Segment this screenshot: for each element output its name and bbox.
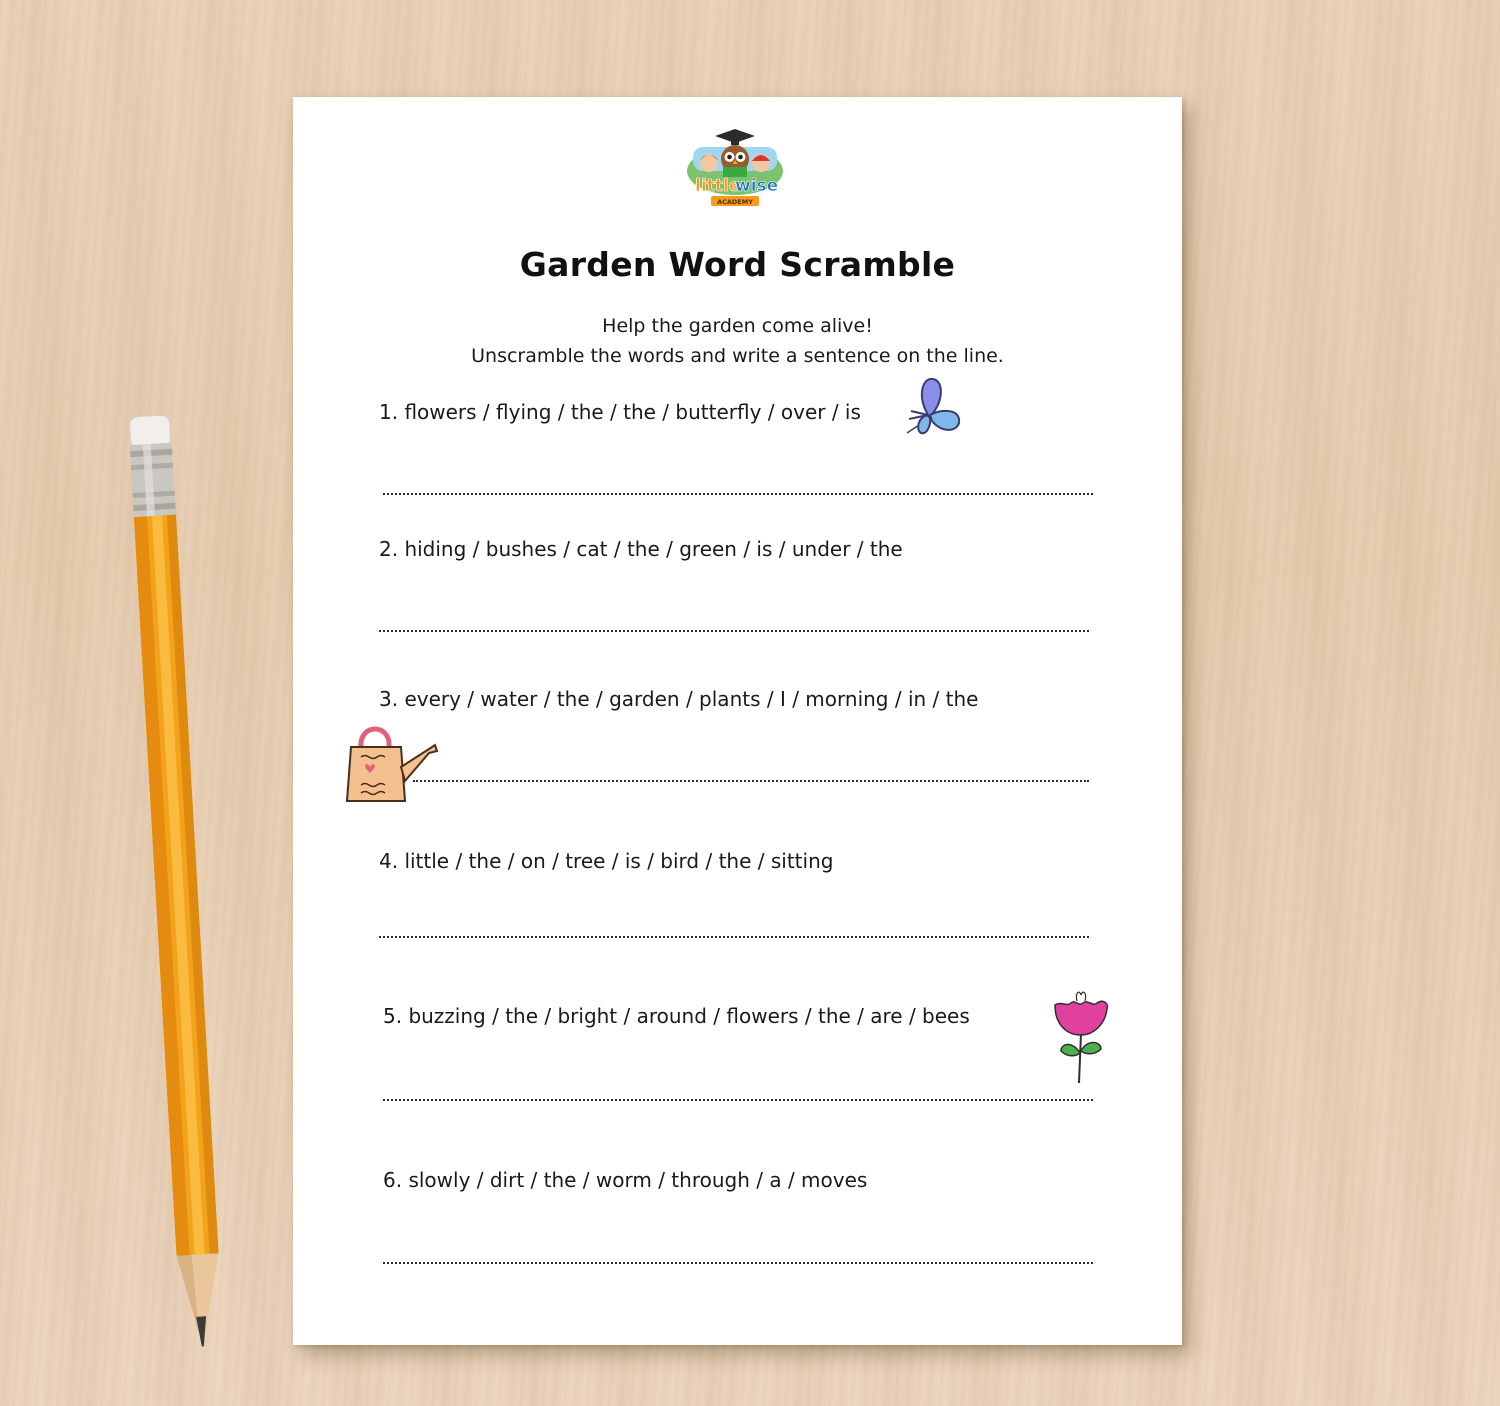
answer-line-2[interactable]: [379, 630, 1089, 632]
logo-word-wise: wise: [735, 176, 779, 196]
instruction-line-2: Unscramble the words and write a sentence on the line.: [471, 345, 1004, 367]
instruction-line-1: Help the garden come alive!: [602, 315, 873, 337]
question-6: 6. slowly / dirt / the / worm / through / a / moves: [383, 1168, 868, 1192]
page-title: Garden Word Scramble: [519, 245, 956, 284]
logo-academy: ACADEMY: [717, 198, 753, 206]
question-4: 4. little / the / on / tree / is / bird / the / sitting: [379, 849, 834, 873]
question-5: 5. buzzing / the / bright / around / flowers / the / are / bees: [383, 1004, 970, 1028]
flower-icon: [1049, 985, 1113, 1087]
littlewise-academy-logo: [685, 127, 785, 211]
answer-line-4[interactable]: [379, 936, 1089, 938]
instructions: [293, 311, 1182, 371]
question-1: 1. flowers / flying / the / the / butterfly / over / is: [379, 400, 861, 424]
butterfly-icon: [899, 375, 965, 445]
question-2: 2. hiding / bushes / cat / the / green / is / under / the: [379, 537, 903, 561]
watering-can-icon: [343, 717, 443, 809]
answer-line-3[interactable]: [413, 780, 1089, 782]
logo-word-little: little: [695, 176, 741, 196]
question-3: 3. every / water / the / garden / plants / I / morning / in / the: [379, 687, 979, 711]
worksheet-page: [293, 97, 1182, 1345]
answer-line-1[interactable]: [383, 493, 1093, 495]
answer-line-5[interactable]: [383, 1099, 1093, 1101]
answer-line-6[interactable]: [383, 1262, 1093, 1264]
